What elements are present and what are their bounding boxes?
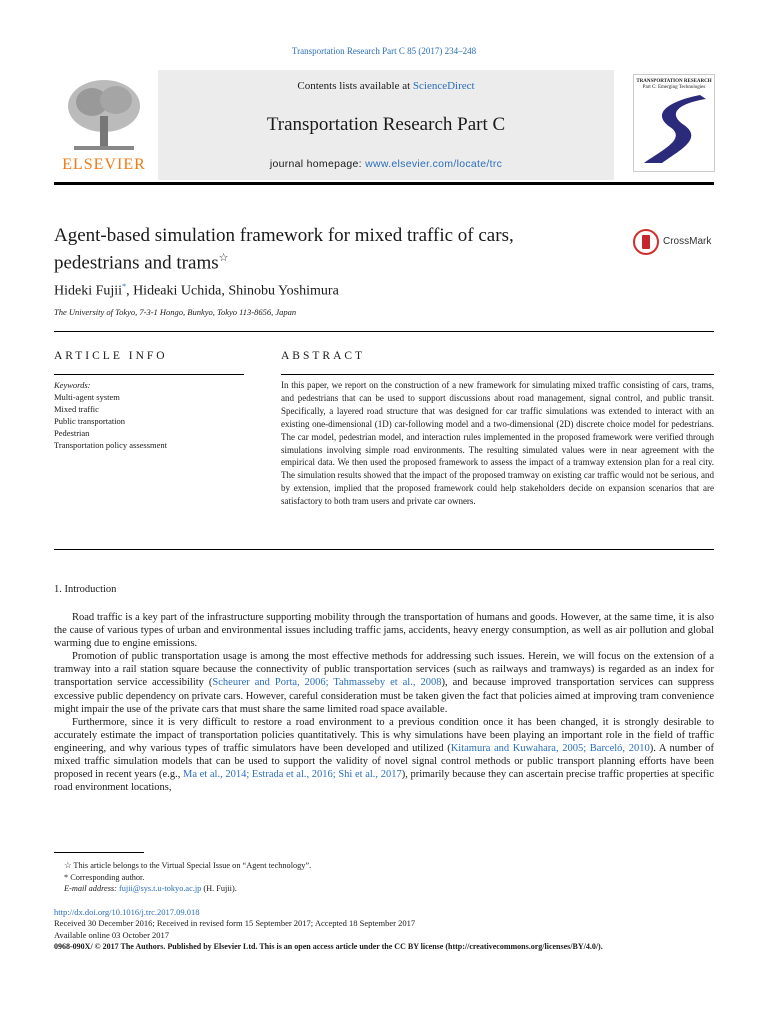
keywords-block — [54, 379, 244, 451]
footnote: E-mail address: fujii@sys.t.u-tokyo.ac.jp (H. Fujii). — [64, 884, 237, 893]
introduction-body — [54, 611, 714, 794]
cover-road-icon — [640, 93, 708, 165]
sciencedirect-link[interactable]: ScienceDirect — [412, 80, 475, 92]
footnote: * Corresponding author. — [64, 872, 145, 882]
keywords-label: Keywords: — [54, 380, 91, 390]
section-heading-introduction: 1. Introduction — [54, 584, 117, 595]
divider — [281, 374, 714, 375]
divider — [54, 374, 244, 375]
author-name[interactable]: Hideaki Uchida — [133, 283, 222, 299]
article-title: Agent-based simulation framework for mixed traffic of cars, pedestrians and trams☆ — [54, 225, 514, 274]
article-info-heading: ARTICLE INFO — [54, 350, 168, 362]
journal-banner — [158, 70, 614, 180]
email-link[interactable]: fujii@sys.t.u-tokyo.ac.jp — [119, 884, 202, 893]
journal-cover-thumbnail[interactable] — [633, 74, 715, 172]
doi-link[interactable]: http://dx.doi.org/10.1016/j.trc.2017.09.018 — [54, 907, 200, 917]
contents-line: Contents lists available at ScienceDirect — [297, 80, 475, 92]
paragraph: Furthermore, since it is very difficult to restore a road environment to a previous condition once it has been changed, it is strongly desirable to accurately estimate the impact of transportation policies quantitatively. This is why simulations have been playing an important role in the field of traffic engineering, and why various types of traffic simulators have been developed and utilized (Kitamura and Kuwahara, 2005; Barceló, 2010). A number of mixed traffic simulation models that can be used to support the validity of novel signal control methods or public transport planning efforts have been proposed in recent years (e.g., Ma et al., 2014; Estrada et al., 2016; Shi et al., 2017), primarily because they can ascertain precise traffic properties at specific road environment locations, — [54, 716, 714, 794]
reference-link[interactable]: Kitamura and Kuwahara, 2005; Barceló, 2010 — [450, 742, 650, 754]
crossmark-badge[interactable]: CrossMark — [633, 229, 723, 257]
author-list: Hideki Fujii*, Hideaki Uchida, Shinobu Yoshimura — [54, 282, 339, 299]
footnote: ☆ This article belongs to the Virtual Special Issue on “Agent technology”. — [64, 861, 312, 870]
paragraph: Promotion of public transportation usage is among the most effective methods for addressing such issues. Herein, we will focus on the extension of a tramway into a rail station square because the connectivity of public transportation services (such as railways and tramways) is regarded as an index for transportation service accessibility (Scheurer and Porta, 2006; Tahmasseby et al., 2008), and because improved transportation services can suppress excessive public dependency on private cars. However, careful consideration must be taken given the fact that policies aimed at improving tram convenience might impair the use of the private cars that must share the same limited road space available. — [54, 651, 714, 715]
author-name[interactable]: Shinobu Yoshimura — [228, 283, 339, 299]
abstract-heading: ABSTRACT — [281, 350, 366, 362]
abstract-text: In this paper, we report on the construction of a new framework for simulating mixed traffic consisting of cars, trams, and pedestrians that can be used to support discussions about road management, signal control, and public transit. Specifically, a layered road structure that was designed for car traffic simulations was extended to interact with an existing one-dimensional (1D) car-following model and a two-dimensional (2D) discrete choice model for pedestrians. The car model, pedestrian model, and interaction rules implemented in the proposed framework were verified through simulations involving simple road environments. The resulting simulated values were in near agreement with the empirical data. We then used the proposed framework to assess the impact of a tramway extension plan for a real city. The simulation results showed that the impact of the proposed tramway on existing car traffic would not be serious, and by extension, implied that the proposed framework could help stakeholders decide on expansion scenarios that are satisfactory to both tram users and private car owners. — [281, 380, 714, 507]
keyword: Transportation policy assessment — [54, 440, 168, 450]
affiliation: The University of Tokyo, 7-3-1 Hongo, Bunkyo, Tokyo 113-8656, Japan — [54, 307, 297, 317]
elsevier-wordmark: ELSEVIER — [62, 156, 146, 173]
keyword: Pedestrian — [54, 428, 90, 438]
elsevier-tree-icon — [64, 76, 144, 154]
journal-citation[interactable]: Transportation Research Part C 85 (2017) 234–248 — [291, 46, 477, 56]
reference-link[interactable]: Scheurer and Porta, 2006; Tahmasseby et al., 2008 — [212, 677, 442, 689]
keyword: Mixed traffic — [54, 404, 99, 414]
article-metadata — [54, 907, 754, 953]
footnote-rule — [54, 852, 144, 853]
online-date: Available online 03 October 2017 — [54, 929, 170, 940]
crossmark-icon — [633, 229, 659, 255]
divider — [54, 549, 714, 550]
keyword: Multi-agent system — [54, 392, 120, 402]
received-dates: Received 30 December 2016; Received in revised form 15 September 2017; Accepted 18 September 2017 — [54, 918, 416, 929]
paragraph: Road traffic is a key part of the infrastructure supporting mobility through the transportation of humans and goods. However, at the same time, it is also the cause of various types of urban and environmental issues including traffic jams, accidents, heavy energy consumption, as well as air pollution and global warming due to engine emissions. — [54, 612, 714, 650]
author-name[interactable]: Hideki Fujii — [54, 283, 123, 299]
journal-title: Transportation Research Part C — [266, 114, 506, 135]
homepage-link[interactable]: www.elsevier.com/locate/trc — [365, 158, 503, 170]
keyword: Public transportation — [54, 416, 126, 426]
journal-homepage: journal homepage: www.elsevier.com/locate/trc — [269, 158, 503, 170]
footnotes — [54, 860, 714, 895]
elsevier-logo — [54, 70, 154, 180]
license-line: 0968-090X/ © 2017 The Authors. Published by Elsevier Ltd. This is an open access article under the CC BY license (http://creativecommons.org/licenses/BY/4.0/). — [54, 942, 603, 952]
reference-link[interactable]: Ma et al., 2014; Estrada et al., 2016; Shi et al., 2017 — [183, 769, 402, 781]
header-rule — [54, 182, 714, 185]
divider — [54, 331, 714, 332]
cover-title: TRANSPORTATION RESEARCH Part C: Emerging Technologies — [636, 79, 712, 90]
